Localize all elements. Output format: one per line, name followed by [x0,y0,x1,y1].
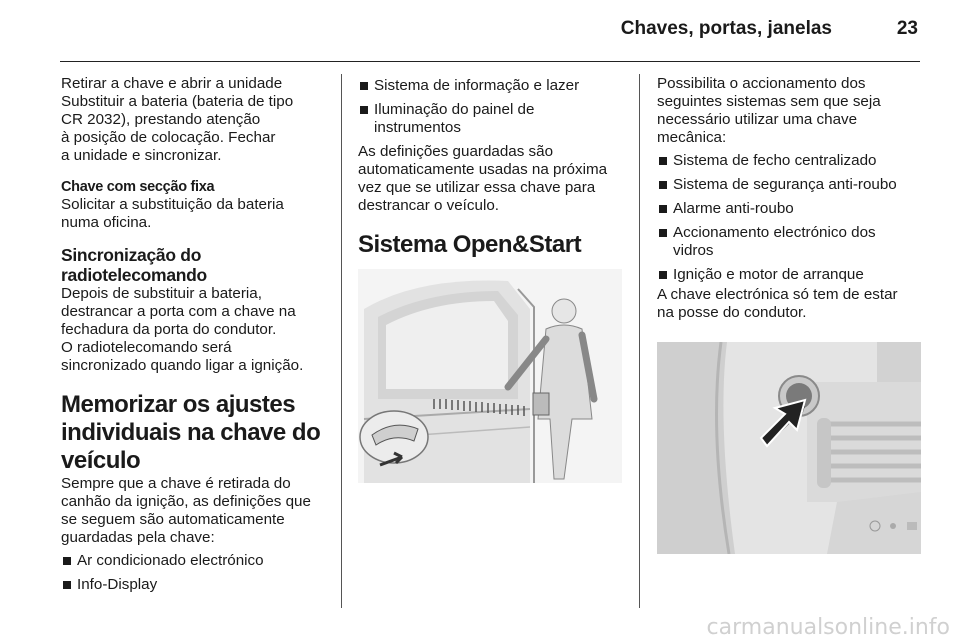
list-item: Sistema de fecho centralizado [657,152,925,170]
ignition-button-illustration [657,342,921,554]
heading-fixed-key: Chave com secção fixa [61,179,215,195]
column-3 [657,75,925,554]
list-item: Iluminação do painel de instrumentos [358,101,630,137]
header-rule [60,61,920,62]
heading-memorize-settings: Memorizar os ajustes individuais na chave do veículo [61,391,321,474]
open-start-description: Possibilita o accionamento dos seguintes sistemas sem que seja necessário utilizar uma chave mecânica: [657,75,881,146]
column-1 [61,75,331,600]
open-start-systems-list [657,152,925,284]
heading-sync-remote: Sincronização do radiotelecomando [61,245,207,285]
column-2 [358,75,630,483]
watermark: carmanualsonline.info [706,615,950,640]
column-divider-2 [639,74,640,608]
memorized-settings-list [61,552,331,594]
column-divider-1 [341,74,342,608]
car-door-illustration [358,269,622,483]
list-item: Alarme anti-roubo [657,200,925,218]
memorized-settings-usage: As definições guardadas são automaticamente usadas na próxima vez que se utilizar essa chave para destrancar o veículo. [358,143,608,214]
sync-remote-text: Depois de substituir a bateria, destrancar a porta com a chave na fechadura da porta do condutor. O radiotelecomando será sincronizado quando ligar a ignição. [61,285,304,374]
list-item: Ignição e motor de arranque [657,266,925,284]
memorized-settings-list-cont [358,77,630,137]
list-item: Info-Display [61,576,331,594]
page-number: 23 [896,18,918,39]
list-item: Sistema de segurança anti-roubo [657,176,925,194]
memorize-settings-text: Sempre que a chave é retirada do canhão da ignição, as definições que se seguem são automaticamente guardadas pela chave: [61,475,311,546]
page-header-title: Chaves, portas, janelas [620,18,832,39]
list-item: Ar condicionado electrónico [61,552,331,570]
battery-instructions: Retirar a chave e abrir a unidade Substituir a bateria (bateria de tipo CR 2032), prestando atenção à posição de colocação. Fechar a unidade e sincronizar. [61,75,294,164]
list-item: Accionamento electrónico dos vidros [657,224,925,260]
heading-open-start: Sistema Open&Start [358,231,582,258]
list-item: Sistema de informação e lazer [358,77,630,95]
electronic-key-note: A chave electrónica só tem de estar na posse do condutor. [657,286,898,321]
fixed-key-text: Solicitar a substituição da bateria numa oficina. [61,196,284,231]
